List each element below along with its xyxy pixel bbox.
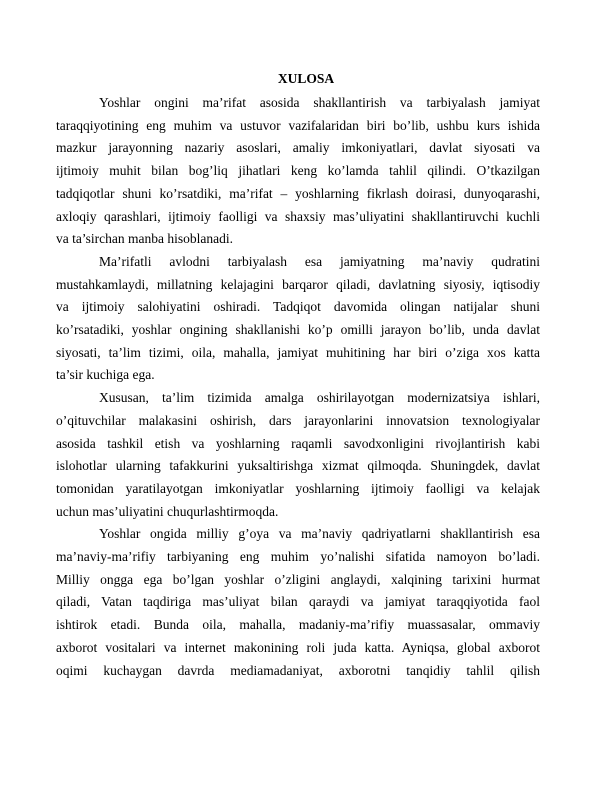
text-line: va ta’sirchan manba hisoblanadi.: [56, 231, 233, 247]
text-line: uchun mas’uliyatini chuqurlashtirmoqda.: [56, 503, 279, 519]
text-line: ma’naviy-ma’rifiy tarbiyaning eng muhim yo’nalishi sifatida namoyon bo’ladi.: [56, 549, 540, 565]
document-body: [56, 92, 540, 682]
text-line: Xususan, ta’lim tizimida amalga oshirilayotgan modernizatsiya ishlari,: [99, 390, 540, 406]
text-line: mustahkamlaydi, millatning kelajagini barqaror qiladi, davlatning siyosiy, iqtisodiy: [56, 276, 540, 292]
text-line: qiladi, Vatan taqdiriga mas’uliyat bilan qaraydi va jamiyat taraqqiyotida faol: [56, 594, 540, 610]
text-line: islohotlar ularning tafakkurini yuksaltirishga xizmat qilmoqda. Shuningdek, davlat: [56, 458, 540, 474]
text-line: ishtirok etadi. Bunda oila, mahalla, madaniy-ma’rifiy muassasalar, ommaviy: [56, 617, 540, 633]
text-line: Yoshlar ongida milliy g’oya va ma’naviy qadriyatlarni shakllantirish esa: [99, 526, 540, 542]
text-line: mazkur jarayonning nazariy asoslari, amaliy imkoniyatlari, davlat siyosati va: [56, 140, 540, 156]
text-line: siyosati, ta’lim tizimi, oila, mahalla, jamiyat muhitining har biri o’ziga xos katta: [56, 344, 540, 360]
text-line: asosida tashkil etish va yoshlarning raqamli savodxonligini rivojlantirish kabi: [56, 435, 540, 451]
text-line: tomonidan yaratilayotgan imkoniyatlar yoshlarning ijtimoiy faolligi va kelajak: [56, 480, 540, 496]
paragraph-4: [56, 523, 540, 682]
text-line: Ma’rifatli avlodni tarbiyalash esa jamiyatning ma’naviy qudratini: [99, 253, 540, 269]
paragraph-1: [56, 92, 540, 251]
text-line: oqimi kuchaygan davrda mediamadaniyat, axborotni tanqidiy tahlil qilish: [56, 662, 540, 678]
text-line: ta’sir kuchiga ega.: [56, 367, 155, 383]
text-line: axloqiy qarashlari, ijtimoiy faolligi va shaxsiy mas’uliyatini shakllantiruvchi kuchli: [56, 208, 540, 224]
text-line: o’qituvchilar malakasini oshirish, dars jarayonlarini innovatsion texnologiyalar: [56, 412, 540, 428]
text-line: ijtimoiy muhit bilan bog’liq jihatlari keng ko’lamda tahlil qilindi. O’tkazilgan: [56, 163, 540, 179]
text-line: ko’rsatadiki, yoshlar ongining shakllanishi ko’p omilli jarayon bo’lib, unda davlat: [56, 322, 540, 338]
paragraph-2: [56, 251, 540, 387]
paragraph-3: [56, 387, 540, 523]
text-line: Yoshlar ongini ma’rifat asosida shakllantirish va tarbiyalash jamiyat: [99, 95, 540, 110]
document-title: XULOSA: [277, 71, 335, 86]
text-line: va ijtimoiy salohiyatini oshiradi. Tadqiqot davomida olingan natijalar shuni: [56, 299, 540, 315]
text-line: tadqiqotlar shuni ko’rsatdiki, ma’rifat – yoshlarning fikrlash doirasi, dunyoqarashi,: [56, 185, 540, 201]
text-line: taraqqiyotining eng muhim va ustuvor vazifalaridan biri bo’lib, ushbu kurs ishida: [56, 117, 540, 133]
text-line: Milliy ongga ega bo’lgan yoshlar o’zligini anglaydi, xalqining tarixini hurmat: [56, 571, 540, 587]
text-line: axborot vositalari va internet makonining roli juda katta. Ayniqsa, global axborot: [56, 639, 540, 655]
